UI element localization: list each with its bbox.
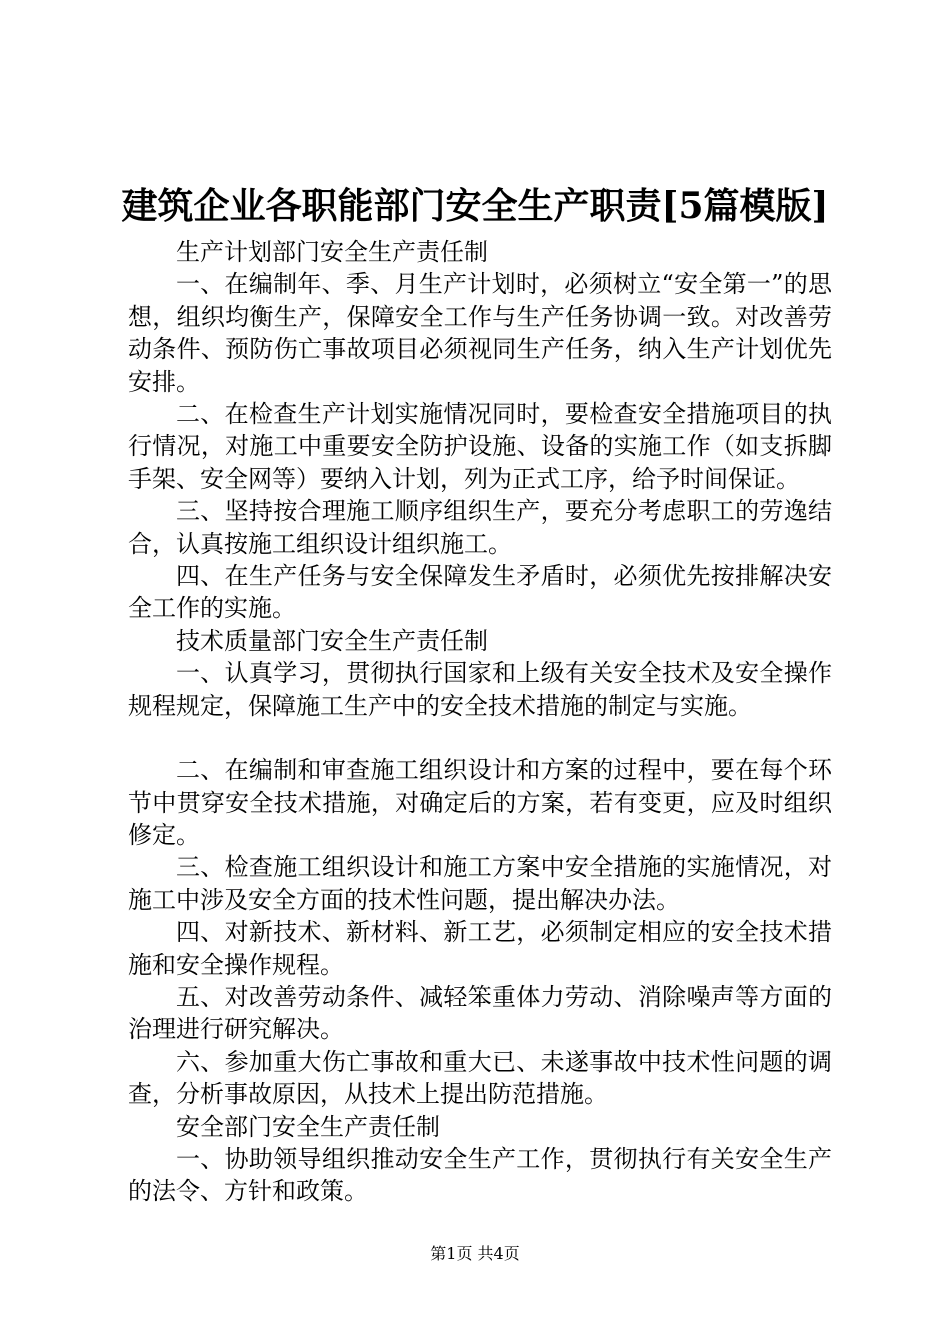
paragraph: 四、在生产任务与安全保障发生矛盾时，必须优先按排解决安全工作的实施。 bbox=[128, 562, 832, 623]
paragraph: 六、参加重大伤亡事故和重大已、未遂事故中技术性问题的调查，分析事故原因，从技术上提出防范措施。 bbox=[128, 1047, 832, 1109]
paragraph: 三、坚持按合理施工顺序组织生产，要充分考虑职工的劳逸结合，认真按施工组织设计组织施工。 bbox=[128, 497, 832, 558]
paragraph: 一、协助领导组织推动安全生产工作，贯彻执行有关安全生产的法令、方针和政策。 bbox=[128, 1144, 832, 1206]
section-heading-production-planning: 生产计划部门安全生产责任制 bbox=[176, 238, 488, 266]
document-body bbox=[128, 236, 832, 1208]
paragraph: 三、检查施工组织设计和施工方案中安全措施的实施情况，对施工中涉及安全方面的技术性问题，提出解决办法。 bbox=[128, 853, 832, 914]
page-number: 第1页 共4页 bbox=[430, 1244, 520, 1263]
paragraph: 四、对新技术、新材料、新工艺，必须制定相应的安全技术措施和安全操作规程。 bbox=[128, 918, 832, 979]
paragraph: 一、认真学习，贯彻执行国家和上级有关安全技术及安全操作规程规定，保障施工生产中的安全技术措施的制定与实施。 bbox=[128, 659, 832, 720]
paragraph: 五、对改善劳动条件、减轻笨重体力劳动、消除噪声等方面的治理进行研究解决。 bbox=[128, 982, 832, 1044]
section-heading-safety: 安全部门安全生产责任制 bbox=[176, 1112, 440, 1141]
section-heading-technical-quality: 技术质量部门安全生产责任制 bbox=[176, 626, 488, 655]
paragraph: 二、在编制和审查施工组织设计和方案的过程中，要在每个环节中贯穿安全技术措施，对确定后的方案，若有变更，应及时组织修定。 bbox=[128, 756, 832, 849]
paragraph: 一、在编制年、季、月生产计划时，必须树立“安全第一”的思想，组织均衡生产，保障安全工作与生产任务协调一致。对改善劳动条件、预防伤亡事故项目必须视同生产任务，纳入生产计划优先安排。 bbox=[128, 270, 832, 396]
paragraph: 二、在检查生产计划实施情况同时，要检查安全措施项目的执行情况，对施工中重要安全防护设施、设备的实施工作（如支拆脚手架、安全网等）要纳入计划，列为正式工序，给予时间保证。 bbox=[128, 400, 832, 493]
document-title: 建筑企业各职能部门安全生产职责[5篇模版] bbox=[121, 185, 829, 227]
blank-line bbox=[128, 722, 832, 754]
